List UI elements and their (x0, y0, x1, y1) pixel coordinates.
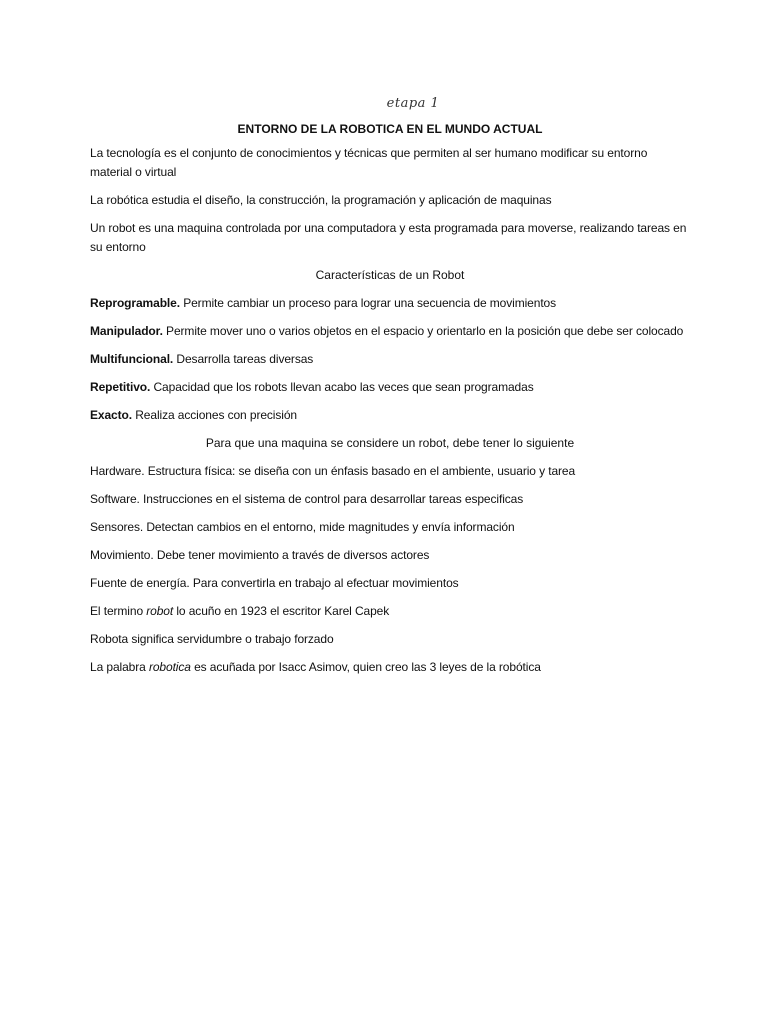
fact-robota: Robota significa servidumbre o trabajo forzado (90, 632, 334, 646)
characteristic-text: Realiza acciones con precisión (132, 408, 297, 422)
fact-text: El termino (90, 604, 147, 618)
document-title: ENTORNO DE LA ROBOTICA EN EL MUNDO ACTUAL (237, 122, 543, 136)
characteristic-term: Multifuncional. (90, 352, 174, 366)
document-content (90, 92, 690, 686)
fact-italic-term: robotica (148, 660, 191, 674)
fact-robotica (90, 658, 690, 677)
characteristic-text: Capacidad que los robots llevan acabo las veces que sean programadas (150, 380, 534, 394)
characteristic-item (90, 406, 690, 425)
requirement-item: Software. Instrucciones en el sistema de control para desarrollar tareas especificas (90, 492, 524, 506)
characteristic-item (90, 322, 690, 341)
characteristic-term: Exacto. (90, 408, 132, 422)
intro-paragraph-robot: Un robot es una maquina controlada por una computadora y esta programada para moverse, realizando tareas en su entorno (90, 221, 687, 254)
intro-paragraph-technology: La tecnología es el conjunto de conocimientos y técnicas que permiten al ser humano modificar su entorno material o virtual (90, 146, 648, 179)
fact-text: es acuñada por Isacc Asimov, quien creo las 3 leyes de la robótica (190, 660, 541, 674)
characteristic-item (90, 378, 690, 397)
characteristic-term: Repetitivo. (90, 380, 151, 394)
fact-text: La palabra (90, 660, 149, 674)
fact-italic-term: robot (146, 604, 174, 618)
characteristic-item (90, 294, 690, 313)
characteristic-text: Desarrolla tareas diversas (173, 352, 314, 366)
characteristic-item (90, 350, 690, 369)
intro-paragraph-robotics: La robótica estudia el diseño, la construcción, la programación y aplicación de maquinas (90, 193, 552, 207)
requirement-item: Sensores. Detectan cambios en el entorno, mide magnitudes y envía información (90, 520, 515, 534)
requirement-item: Fuente de energía. Para convertirla en trabajo al efectuar movimientos (90, 576, 459, 590)
characteristic-term: Manipulador. (90, 324, 163, 338)
fact-text: lo acuño en 1923 el escritor Karel Capek (173, 604, 390, 618)
requirement-item: Movimiento. Debe tener movimiento a través de diversos actores (90, 548, 430, 562)
stage-label: etapa 1 (386, 96, 440, 111)
requirements-heading: Para que una maquina se considere un robot, debe tener lo siguiente (205, 436, 575, 450)
requirement-item: Hardware. Estructura física: se diseña con un énfasis basado en el ambiente, usuario y tarea (90, 464, 576, 478)
characteristic-text: Permite mover uno o varios objetos en el espacio y orientarlo en la posición que debe ser colocado (162, 324, 684, 338)
characteristic-term: Reprogramable. (90, 296, 180, 310)
characteristic-text: Permite cambiar un proceso para lograr una secuencia de movimientos (179, 296, 557, 310)
characteristics-heading: Características de un Robot (315, 268, 465, 282)
fact-robot-term (90, 602, 690, 621)
